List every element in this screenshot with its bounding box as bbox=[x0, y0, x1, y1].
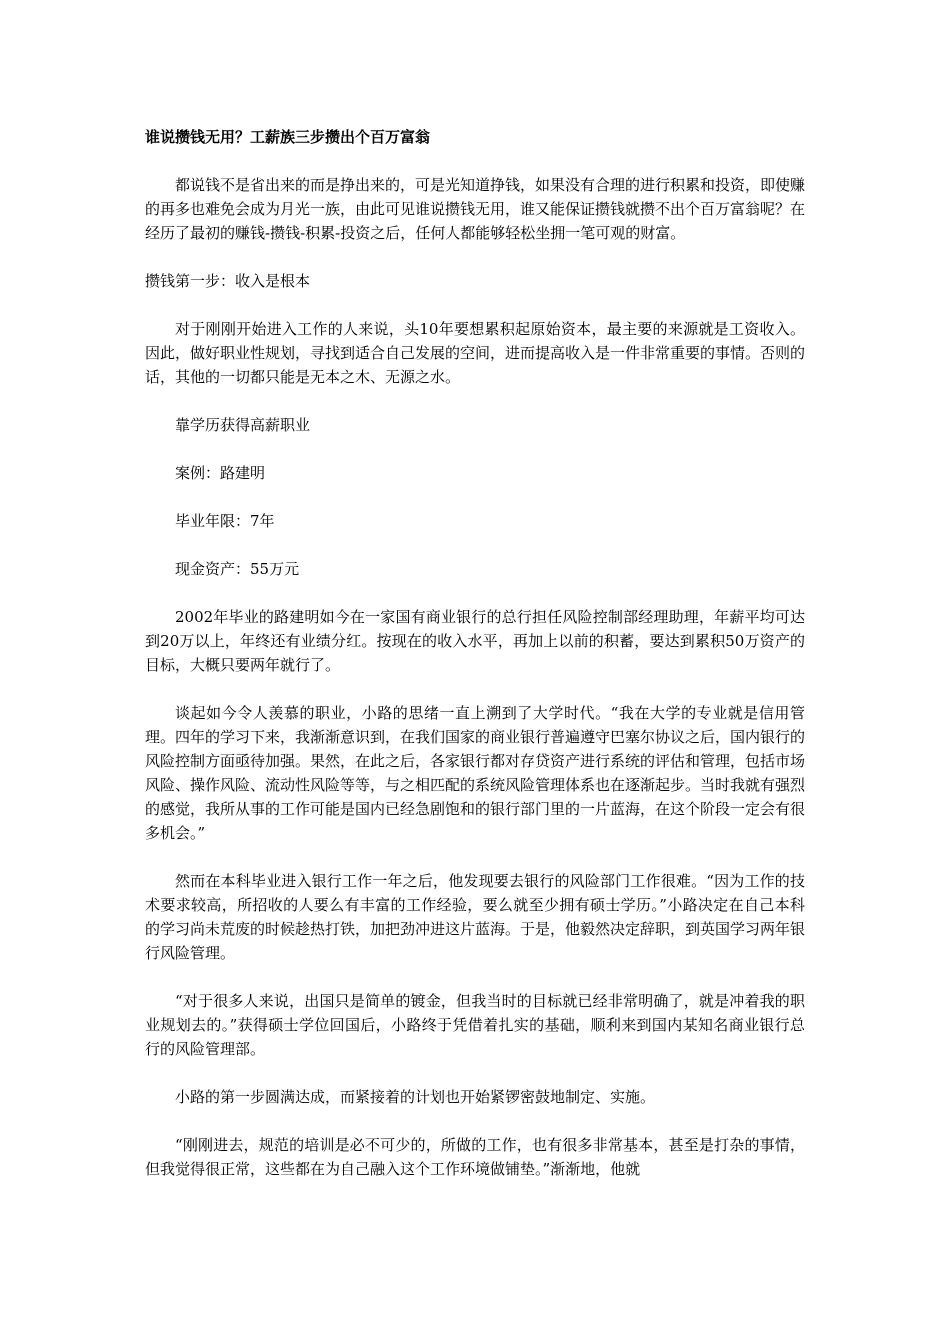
paragraph-training: “刚刚进去，规范的培训是必不可少的，所做的工作，也有很多非常基本，甚至是打杂的事情，但我觉得很正常，这些都在为自己融入这个工作环境做铺垫。”渐渐地，他就 bbox=[145, 1136, 805, 1178]
step1-paragraph: 对于刚刚开始进入工作的人来说，头10年要想累积起原始资本，最主要的来源就是工资收入。因此，做好职业性规划，寻找到适合自己发展的空间，进而提高收入是一件非常重要的事情。否则的话，其他的一切都只能是无本之木、无源之水。 bbox=[145, 320, 806, 386]
paragraph-abroad: “对于很多人来说，出国只是简单的镀金，但我当时的目标就已经非常明确了，就是冲着我的职业规划去的。”获得硕士学位回国后，小路终于凭借着扎实的基础，顺利来到国内某知名商业银行总行的风险管理部。 bbox=[145, 992, 805, 1058]
case-line: 案例：路建明 bbox=[175, 464, 266, 482]
cash-assets-line: 现金资产：55万元 bbox=[175, 560, 300, 578]
article-title: 谁说攒钱无用？工薪族三步攒出个百万富翁 bbox=[145, 128, 431, 146]
paragraph-2002: 2002年毕业的路建明如今在一家国有商业银行的总行担任风险控制部经理助理，年薪平均可达到20万以上，年终还有业绩分红。按现在的收入水平，再加上以前的积蓄，要达到累积50万资产的目标，大概只要两年就行了。 bbox=[145, 608, 805, 674]
paragraph-career: 谈起如今令人羡慕的职业，小路的思绪一直上溯到了大学时代。“我在大学的专业就是信用管理。四年的学习下来，我渐渐意识到，在我们国家的商业银行普遍遵守巴塞尔协议之后，国内银行的风险控制方面亟待加强。果然，在此之后，各家银行都对存贷资产进行系统的评估和管理，包括市场风险、操作风险、流动性风险等等，与之相匹配的系统风险管理体系也在逐渐起步。当时我就有强烈的感觉，我所从事的工作可能是国内已经急剧饱和的银行部门里的一片蓝海，在这个阶段一定会有很多机会。” bbox=[145, 704, 806, 842]
paragraph-first-step: 小路的第一步圆满达成，而紧接着的计划也开始紧锣密鼓地制定、实施。 bbox=[175, 1088, 656, 1106]
step1-heading: 攒钱第一步：收入是根本 bbox=[145, 272, 311, 290]
sub-heading: 靠学历获得高薪职业 bbox=[175, 416, 311, 434]
article-body bbox=[145, 125, 805, 1205]
intro-paragraph: 都说钱不是省出来的而是挣出来的，可是光知道挣钱，如果没有合理的进行积累和投资，即使赚的再多也难免会成为月光一族，由此可见谁说攒钱无用，谁又能保证攒钱就攒不出个百万富翁呢？在经历了最初的赚钱-攒钱-积累-投资之后，任何人都能够轻松坐拥一笔可观的财富。 bbox=[145, 176, 806, 242]
graduation-years-line: 毕业年限：7年 bbox=[175, 512, 275, 530]
paragraph-however: 然而在本科毕业进入银行工作一年之后，他发现要去银行的风险部门工作很难。“因为工作的技术要求较高，所招收的人要么有丰富的工作经验，要么就至少拥有硕士学历。”小路决定在自己本科的学习尚未荒废的时候趁热打铁，加把劲冲进这片蓝海。于是，他毅然决定辞职，到英国学习两年银行风险管理。 bbox=[145, 872, 806, 962]
